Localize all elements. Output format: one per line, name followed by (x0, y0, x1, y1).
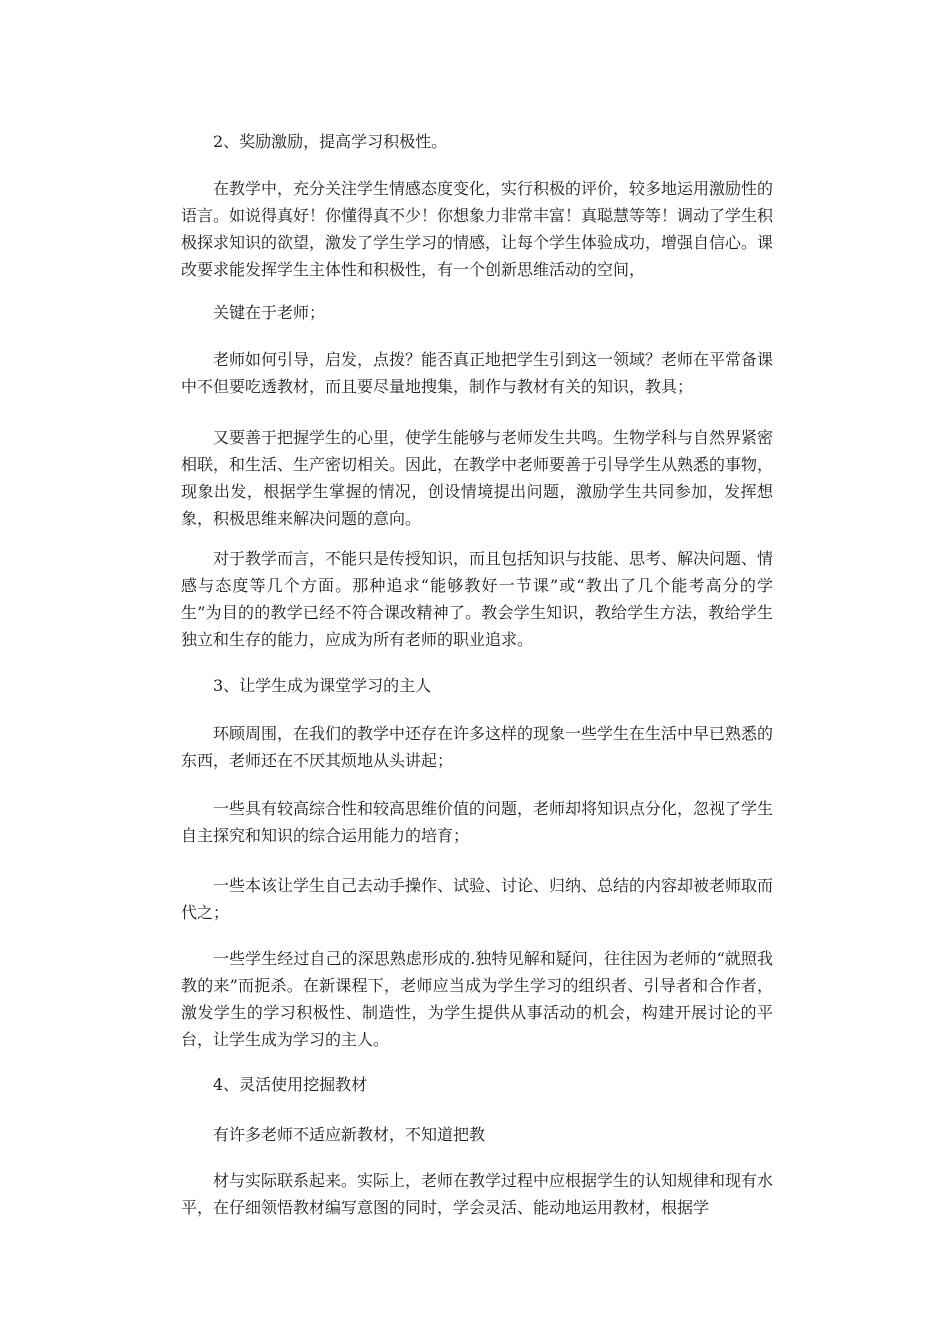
paragraph: 在教学中，充分关注学生情感态度变化，实行积极的评价，较多地运用激励性的语言。如说得真好！你懂得真不少！你想象力非常丰富！真聪慧等等！调动了学生积极探求知识的欲望，激发了学生学习的情感，让每个学生体验成功，增强自信心。课改要求能发挥学生主体性和积极性，有一个创新思维活动的空间， (181, 179, 774, 279)
paragraph: 一些学生经过自己的深思熟虑形成的.独特见解和疑问，往往因为老师的“就照我教的来”而扼杀。在新课程下，老师应当成为学生学习的组织者、引导者和合作者，激发学生的学习积极性、制造性，为学生提供从事活动的机会，构建开展讨论的平台，让学生成为学习的主人。 (181, 949, 773, 1049)
paragraph: 关键在于老师； (213, 303, 326, 322)
section-heading-3: 3、让学生成为课堂学习的主人 (213, 676, 432, 695)
section-heading-4: 4、灵活使用挖掘教材 (213, 1075, 368, 1094)
paragraph: 一些本该让学生自己去动手操作、试验、讨论、归纳、总结的内容却被老师取而代之； (181, 876, 774, 922)
paragraph: 对于教学而言，不能只是传授知识，而且包括知识与技能、思考、解决问题、情感与态度等几个方面。那种追求“能够教好一节课”或“教出了几个能考高分的学生”为目的的教学已经不符合课改精神了。教会学生知识，教给学生方法，教给学生独立和生存的能力，应成为所有老师的职业追求。 (181, 549, 774, 649)
paragraph: 老师如何引导，启发，点拨？能否真正地把学生引到这一领域？老师在平常备课中不但要吃透教材，而且要尽量地搜集，制作与教材有关的知识，教具； (181, 350, 774, 396)
paragraph: 一些具有较高综合性和较高思维价值的问题，老师却将知识点分化，忽视了学生自主探究和知识的综合运用能力的培育； (181, 799, 774, 845)
paragraph: 材与实际联系起来。实际上，老师在教学过程中应根据学生的认知规律和现有水平，在仔细领悟教材编写意图的同时，学会灵活、能动地运用教材，根据学 (181, 1171, 774, 1217)
section-heading-2: 2、奖励激励，提高学习积极性。 (213, 132, 448, 151)
paragraph: 环顾周围，在我们的教学中还存在许多这样的现象一些学生在生活中早已熟悉的东西，老师还在不厌其烦地从头讲起； (181, 724, 774, 770)
paragraph: 又要善于把握学生的心里，使学生能够与老师发生共鸣。生物学科与自然界紧密相联，和生活、生产密切相关。因此，在教学中老师要善于引导学生从熟悉的事物，现象出发，根据学生掌握的情况，创设情境提出问题，激励学生共同参加，发挥想象，积极思维来解决问题的意向。 (181, 428, 774, 528)
paragraph: 有许多老师不适应新教材，不知道把教 (213, 1125, 486, 1144)
